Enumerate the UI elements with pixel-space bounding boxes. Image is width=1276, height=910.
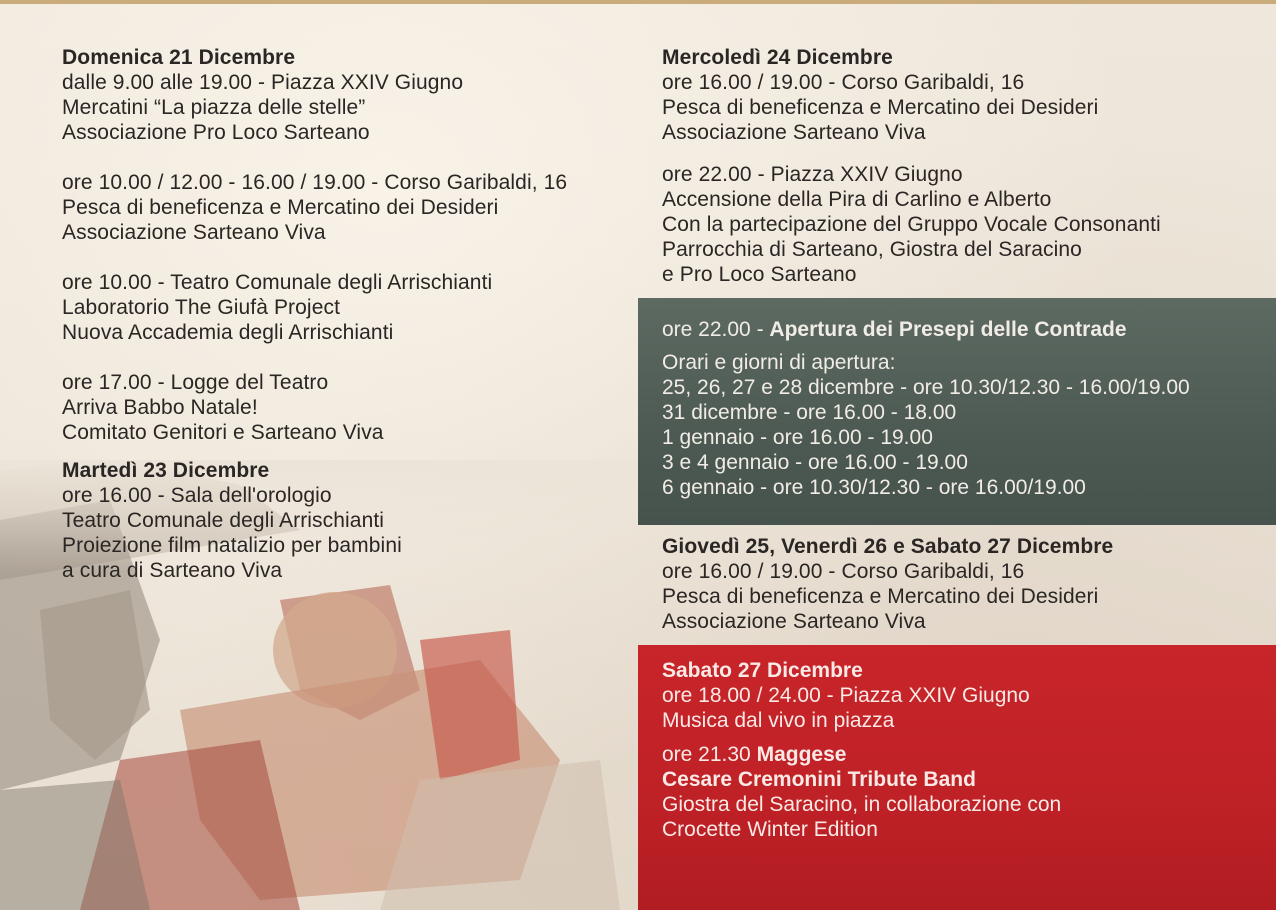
event-block: [62, 270, 622, 345]
event-block: [62, 370, 622, 445]
day-thursday-25-saturday-27: [662, 534, 1262, 634]
presepi-line: 3 e 4 gennaio - ore 16.00 - 19.00: [662, 451, 968, 474]
day-tuesday-23: [62, 458, 622, 583]
presepi-time: ore 22.00 -: [662, 318, 770, 341]
event-line: Proiezione film natalizio per bambini: [62, 534, 402, 557]
day-heading: Martedì 23 Dicembre: [62, 459, 270, 482]
event-line: ore 18.00 / 24.00 - Piazza XXIV Giugno: [662, 684, 1030, 707]
event-line: Associazione Pro Loco Sarteano: [62, 121, 370, 144]
event-line: Accensione della Pira di Carlino e Alberto: [662, 188, 1052, 211]
event-line: ore 16.00 / 19.00 - Corso Garibaldi, 16: [662, 560, 1025, 583]
event-line: Giostra del Saracino, in collaborazione con: [662, 793, 1062, 816]
event-line: dalle 9.00 alle 19.00 - Piazza XXIV Giugno: [62, 71, 464, 94]
presepi-line: 6 gennaio - ore 10.30/12.30 - ore 16.00/19.00: [662, 476, 1086, 499]
event-line: Pesca di beneficenza e Mercatino dei Desideri: [62, 196, 499, 219]
event-line: ore 17.00 - Logge del Teatro: [62, 371, 329, 394]
event-line: Mercatini “La piazza delle stelle”: [62, 96, 366, 119]
event-line: Associazione Sarteano Viva: [662, 121, 926, 144]
event-block: [62, 170, 622, 245]
saturday-panel: [638, 645, 1276, 910]
event-line: Associazione Sarteano Viva: [62, 221, 326, 244]
event-line: ore 22.00 - Piazza XXIV Giugno: [662, 163, 963, 186]
event-line: Arriva Babbo Natale!: [62, 396, 258, 419]
presepi-line: 31 dicembre - ore 16.00 - 18.00: [662, 401, 957, 424]
event-title-line: [662, 742, 1061, 767]
top-border: [0, 0, 1276, 4]
saturday-content: [662, 658, 1061, 842]
presepi-line: 1 gennaio - ore 16.00 - 19.00: [662, 426, 933, 449]
event-line: Parrocchia di Sarteano, Giostra del Saracino: [662, 238, 1082, 261]
event-line: e Pro Loco Sarteano: [662, 263, 857, 286]
event-line: Pesca di beneficenza e Mercatino dei Desideri: [662, 585, 1099, 608]
event-title: Maggese: [756, 743, 847, 766]
day-heading: Giovedì 25, Venerdì 26 e Sabato 27 Dicembre: [662, 535, 1114, 558]
presepi-panel: [638, 298, 1276, 525]
event-line: Comitato Genitori e Sarteano Viva: [62, 421, 384, 444]
event-band: Cesare Cremonini Tribute Band: [662, 768, 976, 791]
event-line: a cura di Sarteano Viva: [62, 559, 283, 582]
presepi-line: Orari e giorni di apertura:: [662, 351, 896, 374]
presepi-content: [662, 317, 1190, 500]
event-time: ore 21.30: [662, 743, 757, 766]
day-sunday-21: [62, 45, 622, 145]
day-heading: Domenica 21 Dicembre: [62, 46, 296, 69]
event-block: [662, 162, 1262, 287]
left-column: [62, 45, 622, 608]
event-line: ore 16.00 / 19.00 - Corso Garibaldi, 16: [662, 71, 1025, 94]
event-line: Laboratorio The Giufà Project: [62, 296, 341, 319]
event-line: Con la partecipazione del Gruppo Vocale Consonanti: [662, 213, 1161, 236]
day-wednesday-24: [662, 45, 1262, 312]
day-heading: Sabato 27 Dicembre: [662, 659, 863, 682]
event-block: [662, 45, 1262, 145]
event-line: Nuova Accademia degli Arrischianti: [62, 321, 394, 344]
event-line: Pesca di beneficenza e Mercatino dei Desideri: [662, 96, 1099, 119]
event-line: Musica dal vivo in piazza: [662, 709, 895, 732]
event-line: Associazione Sarteano Viva: [662, 610, 926, 633]
presepi-title: Apertura dei Presepi delle Contrade: [769, 318, 1127, 341]
presepi-line: 25, 26, 27 e 28 dicembre - ore 10.30/12.30 - 16.00/19.00: [662, 376, 1190, 399]
event-line: Crocette Winter Edition: [662, 818, 878, 841]
event-line: Teatro Comunale degli Arrischianti: [62, 509, 385, 532]
event-line: ore 10.00 - Teatro Comunale degli Arrischianti: [62, 271, 493, 294]
event-line: ore 16.00 - Sala dell'orologio: [62, 484, 332, 507]
presepi-title-line: [662, 317, 1190, 342]
day-heading: Mercoledì 24 Dicembre: [662, 46, 893, 69]
event-line: ore 10.00 / 12.00 - 16.00 / 19.00 - Corso Garibaldi, 16: [62, 171, 568, 194]
